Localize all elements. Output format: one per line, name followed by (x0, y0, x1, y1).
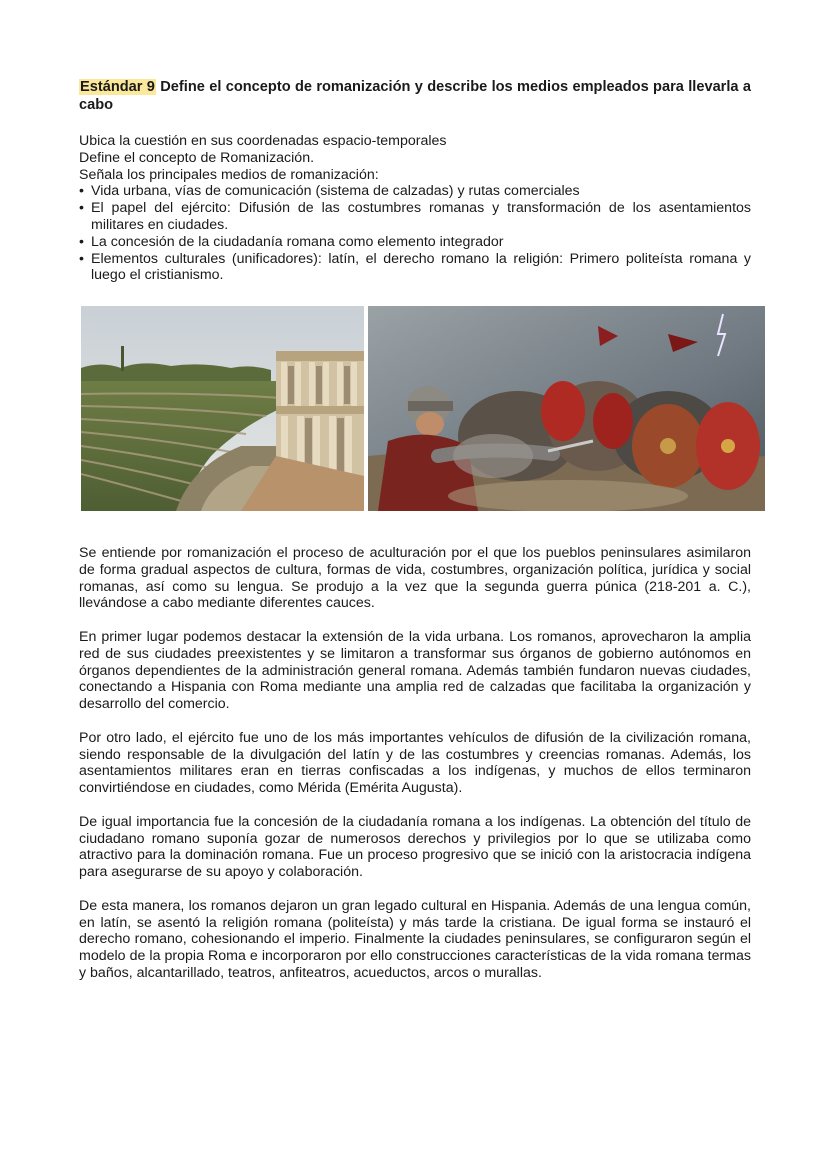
paragraph: De esta manera, los romanos dejaron un gran legado cultural en Hispania. Además de una lengua común, en latín, se asentó la religión romana (politeísta) y más tarde la cristiana. De igual forma se instauró el derecho romano, cohesionando el imperio. Finalmente la ciudades peninsulares, se configuraron según el modelo de la propia Roma e incorporaron por ello construcciones características de la vida romana termas y baños, alcantarillado, teatros, anfiteatros, acueductos, arcos o murallas. (79, 897, 751, 981)
bullet-icon: • (79, 183, 84, 200)
list-item (79, 251, 751, 285)
title-text: Define el concepto de romanización y describe los medios empleados para llevarla a cabo (79, 79, 751, 113)
intro-line: Ubica la cuestión en sus coordenadas espacio-temporales (79, 133, 447, 149)
list-item (79, 183, 751, 200)
list-item-text: Vida urbana, vías de comunicación (sistema de calzadas) y rutas comerciales (91, 183, 580, 200)
list-item-text: El papel del ejército: Difusión de las costumbres romanas y transformación de los asentamientos militares en ciudades. (91, 200, 751, 233)
paragraph: De igual importancia fue la concesión de la ciudadanía romana a los indígenas. La obtención del título de ciudadano romano suponía gozar de numerosos derechos y privilegios por lo que se utilizaba como atractivo para la dominación romana. Fue un proceso progresivo que se inició con la aristocracia indígena para asegurarse de su apoyo y colaboración. (79, 813, 751, 881)
roman-theatre-photo (81, 306, 364, 511)
page-title (79, 78, 751, 114)
bullet-icon: • (79, 233, 84, 250)
paragraph: En primer lugar podemos destacar la extensión de la vida urbana. Los romanos, aprovecharon la amplia red de sus ciudades preexistentes y se limitaron a transformar sus órganos de gobierno autónomos en órganos dependientes de la administración general romana. Además también fundaron nuevas ciudades, conectando a Hispania con Roma mediante una amplia red de calzadas que facilitaba la organización y desarrollo del comercio. (79, 628, 751, 713)
list-item-text: Elementos culturales (unificadores): latín, el derecho romano la religión: Primero politeísta romana y luego el cristianismo. (91, 250, 751, 284)
body-text (79, 545, 751, 999)
list-item (79, 200, 751, 234)
paragraph: Por otro lado, el ejército fue uno de los más importantes vehículos de difusión de la civilización romana, siendo responsable de la divulgación del latín y de las costumbres y creencias romanas. Además, los asentamientos militares eran en tierras confiscadas a los indígenas, y muchos de ellos terminaron convirtiéndose en ciudades, como Mérida (Emérita Augusta). (79, 729, 751, 797)
bullet-icon: • (79, 250, 84, 267)
list-item (79, 234, 751, 251)
standard-label: Estándar 9 (80, 79, 155, 95)
intro-line: Señala los principales medios de romanización: (79, 166, 379, 183)
roman-battle-painting (368, 306, 765, 511)
intro-line: Define el concepto de Romanización. (79, 149, 315, 166)
bullet-icon: • (79, 200, 84, 217)
list-item-text: La concesión de la ciudadanía romana como elemento integrador (91, 233, 504, 250)
intro-section (79, 133, 751, 284)
paragraph: Se entiende por romanización el proceso de aculturación por el que los pueblos peninsulares asimilaron de forma gradual aspectos de cultura, formas de vida, costumbres, organización política, jurídica y social romanas, así como su lengua. Se produjo a la vez que la segunda guerra púnica (218-201 a. C.), llevándose a cabo mediante diferentes cauces. (79, 545, 751, 612)
means-list (79, 183, 751, 284)
